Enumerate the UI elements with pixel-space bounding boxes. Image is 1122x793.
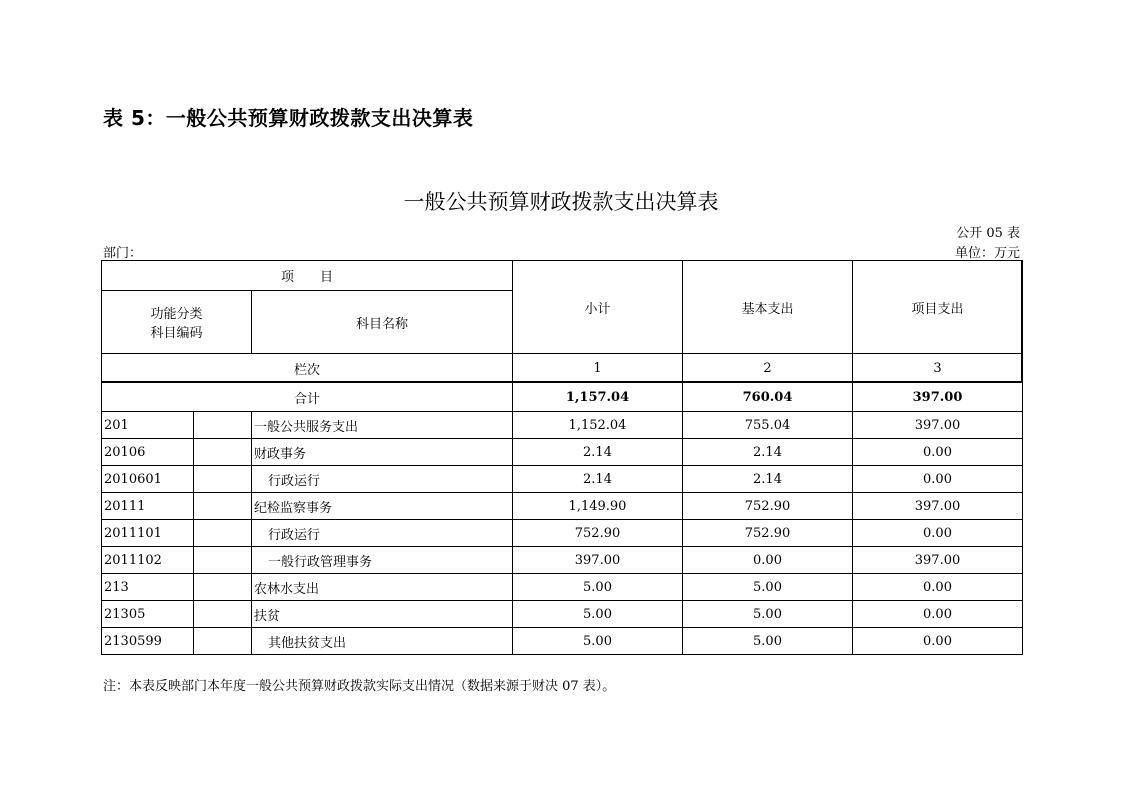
row-code: 2011101 [102, 520, 194, 547]
row-blank [194, 493, 252, 520]
row-name: 一般公共服务支出 [252, 412, 513, 439]
row-project: 0.00 [853, 574, 1023, 601]
row-project: 397.00 [853, 547, 1023, 574]
row-project: 0.00 [853, 466, 1023, 493]
table-row [102, 547, 1023, 574]
expenditure-table [101, 260, 1023, 655]
row-subtotal: 2.14 [513, 466, 683, 493]
column-number-2: 2 [683, 354, 853, 383]
header-project: 项目支出 [853, 261, 1023, 354]
row-project: 0.00 [853, 520, 1023, 547]
table-row [102, 628, 1023, 655]
row-name: 扶贫 [252, 601, 513, 628]
row-blank [194, 601, 252, 628]
row-basic: 0.00 [683, 547, 853, 574]
column-number-row [102, 354, 1023, 383]
row-subtotal: 1,149.90 [513, 493, 683, 520]
row-basic: 5.00 [683, 574, 853, 601]
row-code: 21305 [102, 601, 194, 628]
table-row [102, 601, 1023, 628]
row-name: 财政事务 [252, 439, 513, 466]
row-project: 0.00 [853, 601, 1023, 628]
page-heading: 表 5：一般公共预算财政拨款支出决算表 [103, 106, 474, 130]
table-note: 注：本表反映部门本年度一般公共预算财政拨款实际支出情况（数据来源于财决 07 表）。 [103, 679, 616, 694]
header-item: 项 目 [102, 261, 513, 291]
header-row-1 [102, 261, 1023, 291]
header-subtotal: 小计 [513, 261, 683, 354]
row-name: 农林水支出 [252, 574, 513, 601]
department-label: 部门： [103, 246, 143, 261]
row-subtotal: 5.00 [513, 628, 683, 655]
row-basic: 2.14 [683, 439, 853, 466]
row-code: 2011102 [102, 547, 194, 574]
column-number-label: 栏次 [102, 354, 513, 383]
row-blank [194, 628, 252, 655]
row-subtotal: 2.14 [513, 439, 683, 466]
row-blank [194, 439, 252, 466]
header-func-code-line2: 科目编码 [150, 326, 203, 341]
row-code: 20111 [102, 493, 194, 520]
row-subtotal: 752.90 [513, 520, 683, 547]
row-blank [194, 412, 252, 439]
row-project: 397.00 [853, 493, 1023, 520]
row-code: 2130599 [102, 628, 194, 655]
row-basic: 755.04 [683, 412, 853, 439]
table-code: 公开 05 表 [956, 226, 1020, 241]
table-row [102, 439, 1023, 466]
total-basic: 760.04 [683, 383, 853, 412]
row-code: 201 [102, 412, 194, 439]
row-basic: 752.90 [683, 493, 853, 520]
table-row [102, 574, 1023, 601]
total-row [102, 383, 1023, 412]
header-basic: 基本支出 [683, 261, 853, 354]
row-subtotal: 5.00 [513, 601, 683, 628]
table-row [102, 466, 1023, 493]
row-basic: 5.00 [683, 601, 853, 628]
row-project: 397.00 [853, 412, 1023, 439]
row-blank [194, 574, 252, 601]
total-subtotal: 1,157.04 [513, 383, 683, 412]
row-code: 20106 [102, 439, 194, 466]
row-basic: 752.90 [683, 520, 853, 547]
unit-label: 单位：万元 [954, 246, 1020, 261]
table-row [102, 493, 1023, 520]
total-project: 397.00 [853, 383, 1023, 412]
row-code: 213 [102, 574, 194, 601]
row-name: 行政运行 [252, 466, 513, 493]
row-project: 0.00 [853, 439, 1023, 466]
header-func-code [102, 291, 252, 354]
row-name: 一般行政管理事务 [252, 547, 513, 574]
header-func-code-line1: 功能分类 [150, 307, 203, 322]
row-name: 行政运行 [252, 520, 513, 547]
header-subject-name: 科目名称 [252, 291, 513, 354]
total-label: 合计 [102, 383, 513, 412]
row-name: 其他扶贫支出 [252, 628, 513, 655]
column-number-3: 3 [853, 354, 1023, 383]
row-name: 纪检监察事务 [252, 493, 513, 520]
row-blank [194, 466, 252, 493]
row-subtotal: 397.00 [513, 547, 683, 574]
row-blank [194, 520, 252, 547]
row-basic: 5.00 [683, 628, 853, 655]
row-subtotal: 1,152.04 [513, 412, 683, 439]
row-basic: 2.14 [683, 466, 853, 493]
row-blank [194, 547, 252, 574]
table-row [102, 412, 1023, 439]
row-subtotal: 5.00 [513, 574, 683, 601]
table-row [102, 520, 1023, 547]
column-number-1: 1 [513, 354, 683, 383]
table-title: 一般公共预算财政拨款支出决算表 [403, 190, 719, 214]
row-project: 0.00 [853, 628, 1023, 655]
row-code: 2010601 [102, 466, 194, 493]
